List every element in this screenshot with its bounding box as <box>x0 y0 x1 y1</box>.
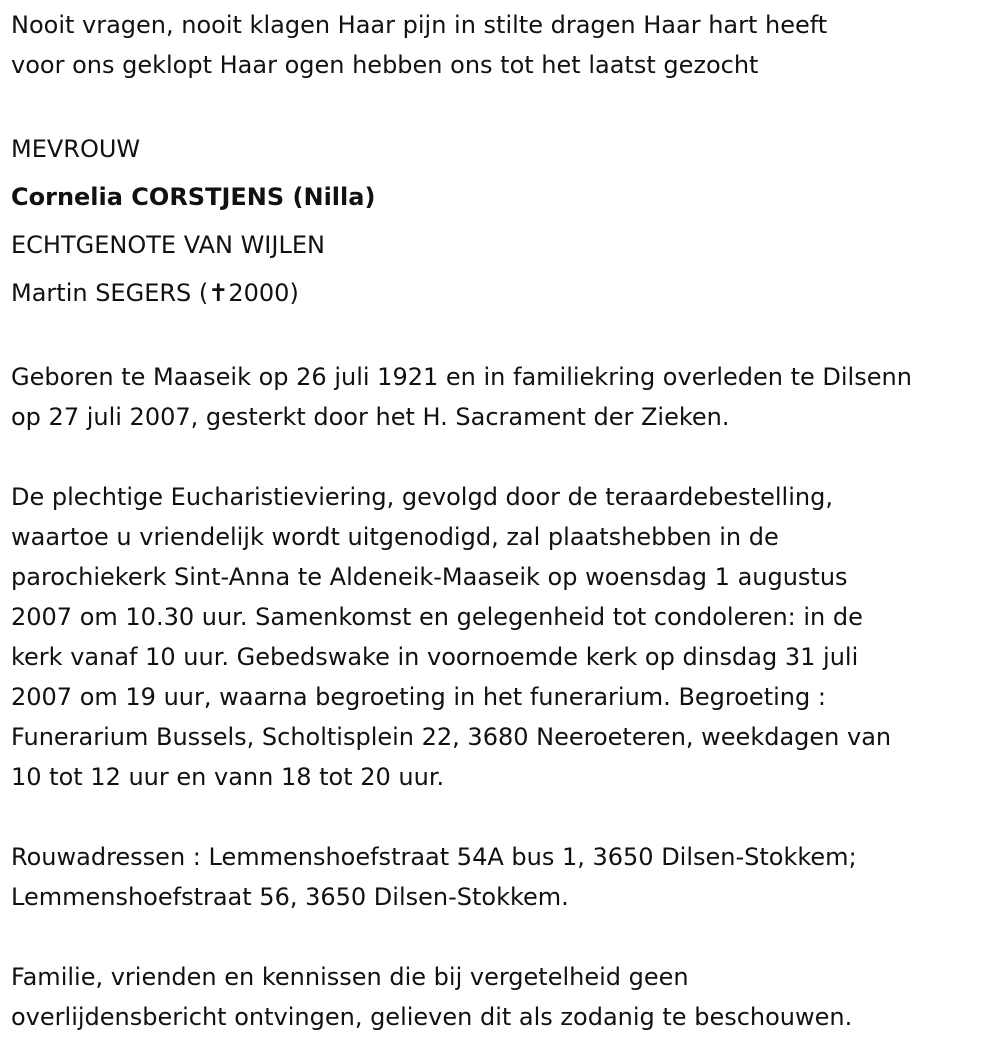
paragraph-line: Funerarium Bussels, Scholtisplein 22, 3680 Neeroeteren, weekdagen van <box>11 723 892 751</box>
deceased-header <box>11 125 996 317</box>
closing-paragraph <box>11 957 996 1037</box>
poem-block <box>11 5 996 85</box>
spacer <box>11 317 996 357</box>
spacer <box>11 437 996 477</box>
obituary-text <box>11 5 996 1037</box>
paragraph-line: kerk vanaf 10 uur. Gebedswake in voornoemde kerk op dinsdag 31 juli <box>11 643 859 671</box>
addresses-paragraph <box>11 837 996 917</box>
birth-death-paragraph <box>11 357 996 437</box>
paragraph-line: parochiekerk Sint-Anna te Aldeneik-Maaseik op woensdag 1 augustus <box>11 563 848 591</box>
paragraph-line: op 27 juli 2007, gesterkt door het H. Sacrament der Zieken. <box>11 403 730 431</box>
relation-label: ECHTGENOTE VAN WIJLEN <box>11 231 325 259</box>
poem-line: voor ons geklopt Haar ogen hebben ons tot het laatst gezocht <box>11 51 759 79</box>
paragraph-line: Familie, vrienden en kennissen die bij vergetelheid geen <box>11 963 689 991</box>
spouse-name: Martin SEGERS (✝2000) <box>11 279 299 307</box>
paragraph-line: Rouwadressen : Lemmenshoefstraat 54A bus 1, 3650 Dilsen-Stokkem; <box>11 843 857 871</box>
paragraph-line: 2007 om 19 uur, waarna begroeting in het funerarium. Begroeting : <box>11 683 826 711</box>
paragraph-line: 10 tot 12 uur en vann 18 tot 20 uur. <box>11 763 445 791</box>
paragraph-line: 2007 om 10.30 uur. Samenkomst en gelegenheid tot condoleren: in de <box>11 603 863 631</box>
spacer <box>11 797 996 837</box>
poem-line: Nooit vragen, nooit klagen Haar pijn in stilte dragen Haar hart heeft <box>11 11 828 39</box>
ceremony-paragraph <box>11 477 996 797</box>
deceased-name: Cornelia CORSTJENS (Nilla) <box>11 183 376 211</box>
honorific: MEVROUW <box>11 135 141 163</box>
paragraph-line: overlijdensbericht ontvingen, gelieven dit als zodanig te beschouwen. <box>11 1003 853 1031</box>
paragraph-line: Lemmenshoefstraat 56, 3650 Dilsen-Stokkem. <box>11 883 569 911</box>
paragraph-line: Geboren te Maaseik op 26 juli 1921 en in familiekring overleden te Dilsenn <box>11 363 912 391</box>
spacer <box>11 85 996 125</box>
spacer <box>11 917 996 957</box>
paragraph-line: waartoe u vriendelijk wordt uitgenodigd, zal plaatshebben in de <box>11 523 779 551</box>
paragraph-line: De plechtige Eucharistieviering, gevolgd door de teraardebestelling, <box>11 483 833 511</box>
